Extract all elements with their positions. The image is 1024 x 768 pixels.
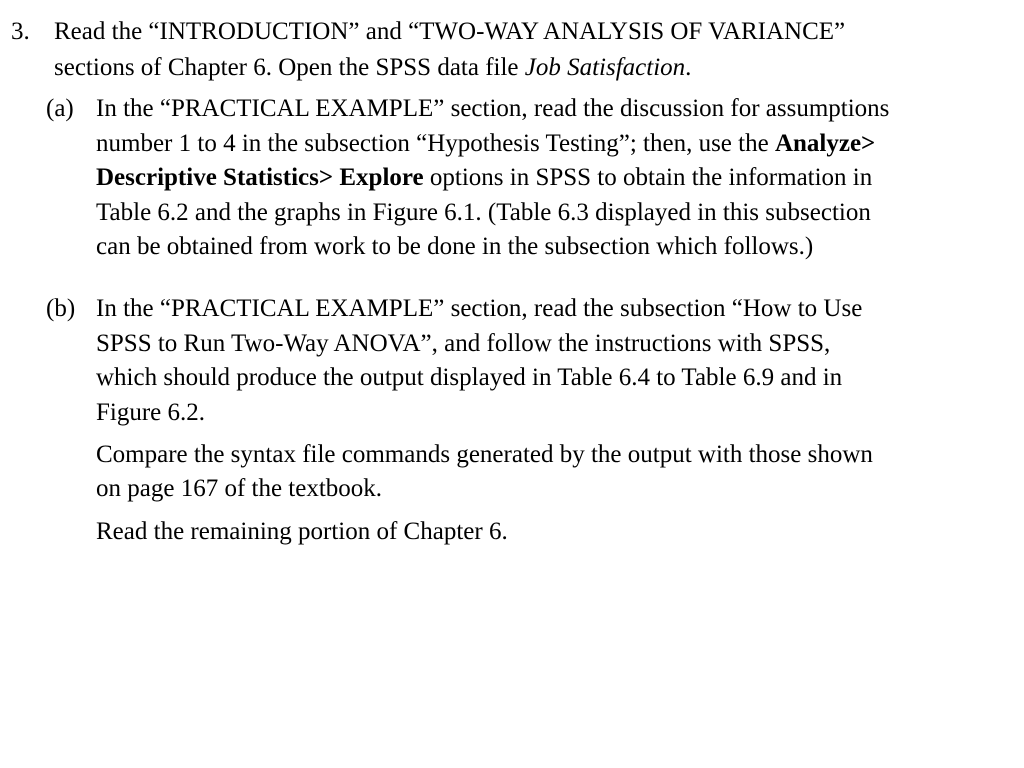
part-a-line-2-text: number 1 to 4 in the subsection “Hypothesis Testing”; then, use the (96, 130, 775, 157)
data-file-name: Job Satisfaction (524, 54, 686, 81)
part-a-line-3 (96, 161, 872, 195)
part-a-line-2 (96, 127, 875, 161)
menu-path-analyze: Analyze> (774, 130, 876, 157)
part-a-line-3-text: options in SPSS to obtain the information in (423, 164, 873, 191)
part-b-line-1: In the “PRACTICAL EXAMPLE” section, read the subsection “How to Use (96, 295, 863, 322)
part-b-label: (b) (46, 295, 76, 322)
item-3-line-1: Read the “INTRODUCTION” and “TWO-WAY ANALYSIS OF VARIANCE” (54, 18, 846, 45)
item-number: 3. (11, 18, 30, 45)
menu-path-explore: Descriptive Statistics> Explore (96, 164, 424, 191)
item-3-line-2 (54, 51, 691, 85)
part-b-para-3-line-1: Read the remaining portion of Chapter 6. (96, 518, 508, 545)
part-b-para-2-line-1: Compare the syntax file commands generated by the output with those shown (96, 441, 873, 468)
part-b-line-3: which should produce the output displayed in Table 6.4 to Table 6.9 and in (96, 364, 843, 391)
part-a-line-5: can be obtained from work to be done in the subsection which follows.) (96, 233, 814, 260)
part-a-line-4: Table 6.2 and the graphs in Figure 6.1. (Table 6.3 displayed in this subsection (96, 199, 871, 226)
item-3-line-2-suffix: . (685, 54, 692, 81)
item-3-line-2-prefix: sections of Chapter 6. Open the SPSS data file (54, 54, 525, 81)
part-b-para-2-line-2: on page 167 of the textbook. (96, 475, 383, 502)
part-a-line-1: In the “PRACTICAL EXAMPLE” section, read the discussion for assumptions (96, 95, 890, 122)
part-b-line-2: SPSS to Run Two-Way ANOVA”, and follow the instructions with SPSS, (96, 330, 831, 357)
part-a-label: (a) (46, 95, 74, 122)
part-b-line-4: Figure 6.2. (96, 399, 206, 426)
